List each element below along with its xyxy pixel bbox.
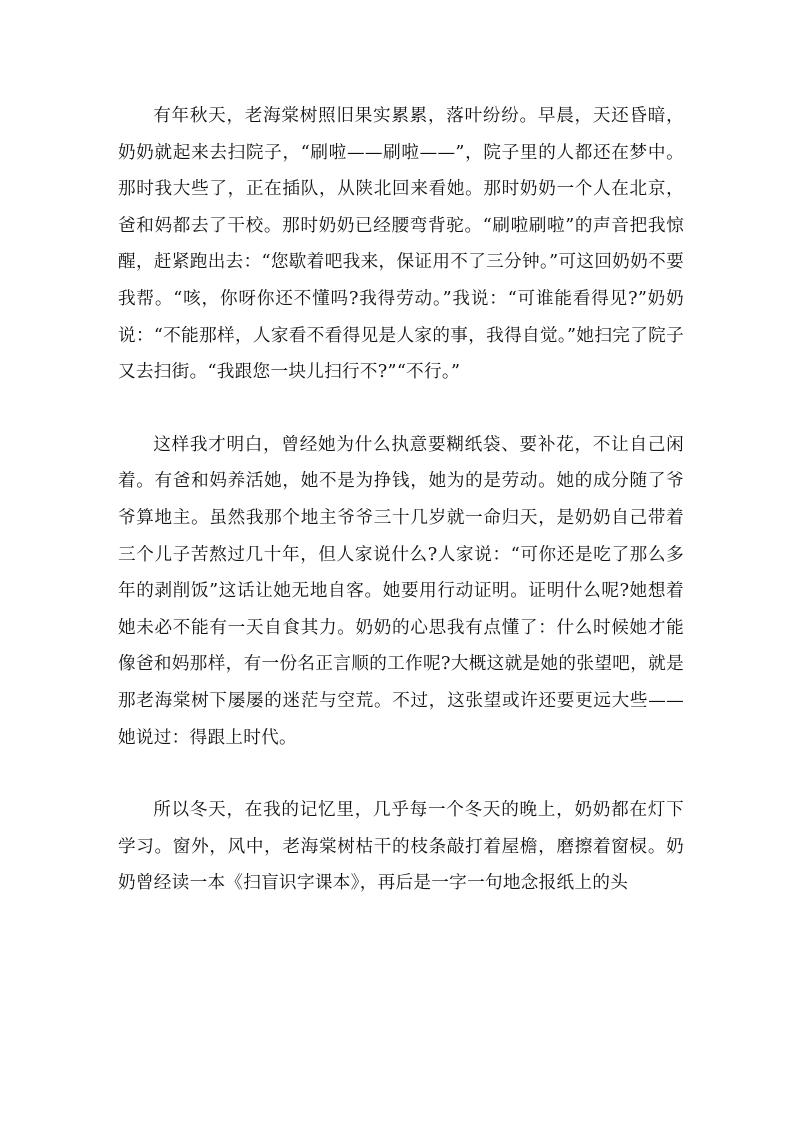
body-text: [118, 98, 684, 902]
paragraph-1: 有年秋天，老海棠树照旧果实累累，落叶纷纷。早晨，天还昏暗，奶奶就起来去扫院子，“刷啦——刷啦——”，院子里的人都还在梦中。那时我大些了，正在插队，从陕北回来看她。那时奶奶一个人在北京，爸和妈都去了干校。那时奶奶已经腰弯背驼。“刷啦刷啦”的声音把我惊醒，赶紧跑出去：“您歇着吧我来，保证用不了三分钟。”可这回奶奶不要我帮。“咳，你呀你还不懂吗?我得劳动。”我说：“可谁能看得见?”奶奶说：“不能那样，人家看不看得见是人家的事，我得自觉。”她扫完了院子又去扫街。“我跟您一块儿扫行不?”“不行。”: [118, 106, 684, 383]
paragraph-2: 这样我才明白，曾经她为什么执意要糊纸袋、要补花，不让自己闲着。有爸和妈养活她，她不是为挣钱，她为的是劳动。她的成分随了爷爷算地主。虽然我那个地主爷爷三十几岁就一命归天，是奶奶自己带着三个儿子苦熬过几十年，但人家说什么?人家说：“可你还是吃了那么多年的剥削饭”这话让她无地自客。她要用行动证明。证明什么呢?她想着她未必不能有一天自食其力。奶奶的心思我有点懂了：什么时候她才能像爸和妈那样，有一份名正言顺的工作呢?大概这就是她的张望吧，就是那老海棠树下屡屡的迷茫与空荒。不过，这张望或许还要更远大些——她说过：得跟上时代。: [118, 434, 684, 748]
paragraph-3: 所以冬天，在我的记忆里，几乎每一个冬天的晚上，奶奶都在灯下学习。窗外，风中，老海棠树枯干的枝条敲打着屋檐，磨擦着窗棂。奶奶曾经读一本《扫盲识字课本》，再后是一字一句地念报纸上的头: [118, 800, 684, 894]
